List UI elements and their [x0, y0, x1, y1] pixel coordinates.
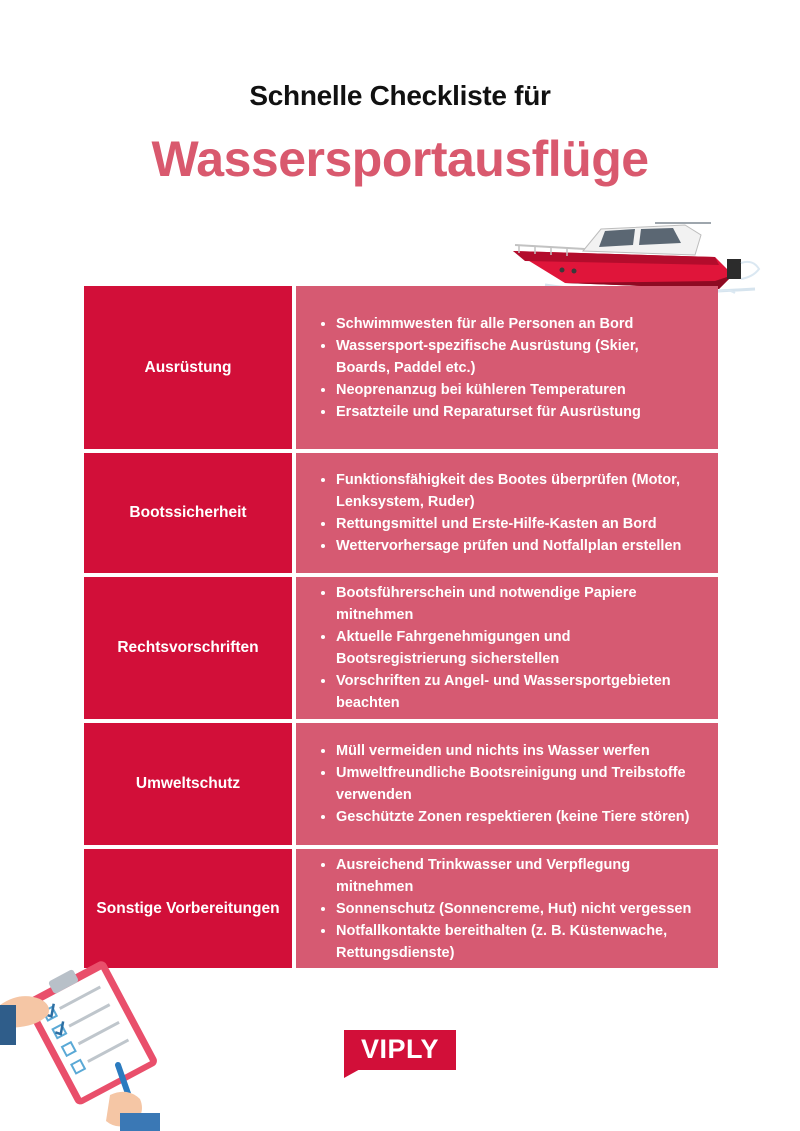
list-item: • Rettungsmittel und Erste-Hilfe-Kasten an Bord	[336, 513, 696, 535]
clipboard-checklist-icon	[0, 945, 170, 1131]
list-item: • Ersatzteile und Reparaturset für Ausrüstung	[336, 401, 696, 423]
checklist-row	[84, 849, 718, 968]
list-item: • Wassersport-spezifische Ausrüstung (Skier, Boards, Paddel etc.)	[336, 335, 696, 379]
category-cell	[84, 453, 292, 573]
category-label: Sonstige Vorbereitungen	[96, 899, 280, 917]
items-cell	[296, 453, 718, 573]
list-item: • Neoprenanzug bei kühleren Temperaturen	[336, 379, 696, 401]
list-item: • Sonnenschutz (Sonnencreme, Hut) nicht vergessen	[336, 898, 696, 920]
list-item: • Wettervorhersage prüfen und Notfallplan erstellen	[336, 535, 696, 557]
checklist-row	[84, 723, 718, 845]
items-cell	[296, 723, 718, 845]
category-label: Umweltschutz	[135, 775, 241, 792]
list-item: • Aktuelle Fahrgenehmigungen und Bootsregistrierung sicherstellen	[336, 626, 696, 670]
checklist-table	[84, 286, 718, 972]
category-label: Bootssicherheit	[129, 504, 247, 521]
list-item: • Ausreichend Trinkwasser und Verpflegung mitnehmen	[336, 854, 696, 898]
list-item: • Umweltfreundliche Bootsreinigung und Treibstoffe verwenden	[336, 762, 696, 806]
category-cell	[84, 577, 292, 719]
list-item: • Notfallkontakte bereithalten (z. B. Küstenwache, Rettungsdienste)	[336, 920, 696, 964]
items-cell	[296, 286, 718, 449]
page-title-line1: Schnelle Checkliste für	[249, 80, 551, 111]
list-item: • Vorschriften zu Angel- und Wassersportgebieten beachten	[336, 670, 696, 714]
list-item: • Funktionsfähigkeit des Bootes überprüfen (Motor, Lenksystem, Ruder)	[336, 469, 696, 513]
category-label: Rechtsvorschriften	[117, 639, 259, 656]
list-item: • Müll vermeiden und nichts ins Wasser werfen	[336, 740, 696, 762]
checklist-row	[84, 577, 718, 719]
list-item: • Schwimmwesten für alle Personen an Bord	[336, 313, 696, 335]
items-cell	[296, 849, 718, 968]
viply-logo: VIPLY	[344, 1030, 456, 1070]
list-item: • Geschützte Zonen respektieren (keine Tiere stören)	[336, 806, 696, 828]
logo-tail-icon	[344, 1068, 362, 1078]
category-cell	[84, 723, 292, 845]
checklist-row	[84, 286, 718, 449]
items-cell	[296, 577, 718, 719]
list-item: • Bootsführerschein und notwendige Papiere mitnehmen	[336, 582, 696, 626]
category-cell	[84, 286, 292, 449]
category-label: Ausrüstung	[144, 358, 232, 376]
checklist-row	[84, 453, 718, 573]
page-title-line2: Wassersportausflüge	[151, 131, 649, 187]
